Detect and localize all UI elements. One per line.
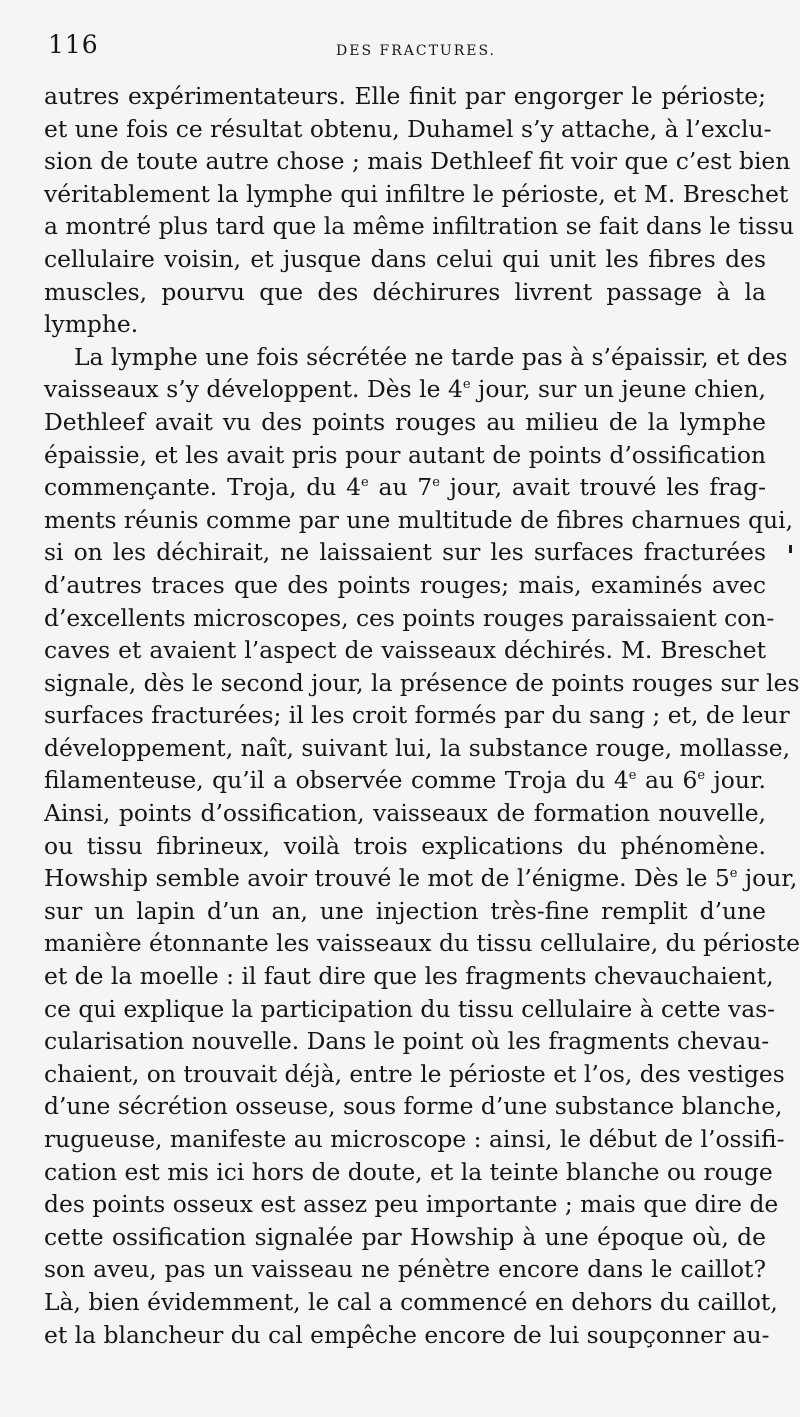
text-line: ments réunis comme par une multitude de fibres charnues qui, xyxy=(44,505,794,534)
text-segment: Howship semble avoir trouvé le mot de l’énigme. Dès le 5 xyxy=(44,864,730,893)
superscript: e xyxy=(462,377,471,393)
text-line: véritablement la lymphe qui infiltre le périoste, et M. Breschet xyxy=(44,179,789,208)
paragraph-2 xyxy=(44,341,800,1351)
text-line: des points osseux est assez peu importante ; mais que dire de xyxy=(44,1190,779,1219)
superscript: e xyxy=(432,475,440,491)
text-line: a montré plus tard que la même infiltration se fait dans le tissu xyxy=(44,212,795,241)
text-segment: jour, avait trouvé les frag- xyxy=(439,473,767,502)
superscript: e xyxy=(628,768,637,784)
text-line xyxy=(44,862,798,895)
text-line: épaissie, et les avait pris pour autant de points d’ossification xyxy=(44,440,766,469)
text-line: autres expérimentateurs. Elle finit par engorger le périoste; xyxy=(44,82,766,110)
text-segment: vaisseaux s’y développent. Dès le 4 xyxy=(44,375,463,404)
text-line: Là, bien évidemment, le cal a commencé en dehors du caillot, xyxy=(44,1287,778,1316)
text-line: et la blancheur du cal empêche encore de lui soupçonner au- xyxy=(44,1320,770,1349)
text-segment: au 6 xyxy=(636,766,698,795)
text-line: cette ossification signalée par Howship à une époque où, de xyxy=(44,1222,766,1251)
text-line: La lymphe une fois sécrétée ne tarde pas à s’épaissir, et des xyxy=(74,342,788,371)
text-line: son aveu, pas un vaisseau ne pénètre encore dans le caillot? xyxy=(44,1255,766,1284)
text-segment: jour, xyxy=(737,864,798,893)
text-segment: jour. xyxy=(705,766,766,795)
text-line xyxy=(44,373,766,406)
superscript: e xyxy=(361,475,369,491)
text-line: manière étonnante les vaisseaux du tissu cellulaire, du périoste xyxy=(44,929,800,958)
text-segment: commençante. Troja, du 4 xyxy=(44,473,362,502)
text-segment: au 7 xyxy=(368,473,433,502)
text-line: cularisation nouvelle. Dans le point où les fragments chevau- xyxy=(44,1027,770,1056)
text-line xyxy=(44,764,766,797)
text-line: rugueuse, manifeste au microscope : ainsi, le début de l’ossifi- xyxy=(44,1125,785,1153)
text-line: développement, naît, suivant lui, la substance rouge, mollasse, xyxy=(44,733,791,762)
text-segment: jour, sur un jeune chien, xyxy=(470,375,766,404)
text-line: lymphe. xyxy=(44,310,139,339)
text-line: d’excellents microscopes, ces points rouges paraissaient con- xyxy=(44,603,775,632)
text-line: signale, dès le second jour, la présence de points rouges sur les xyxy=(44,668,800,697)
text-line: Ainsi, points d’ossification, vaisseaux de formation nouvelle, xyxy=(44,799,766,828)
text-line: sion de toute autre chose ; mais Dethleef fit voir que c’est bien xyxy=(44,147,791,176)
text-line: d’une sécrétion osseuse, sous forme d’une substance blanche, xyxy=(44,1092,783,1121)
superscript: e xyxy=(697,768,706,784)
text-segment: filamenteuse, qu’il a observée comme Troja du 4 xyxy=(44,766,629,795)
text-line: ce qui explique la participation du tissu cellulaire à cette vas- xyxy=(44,994,776,1023)
text-line: cellulaire voisin, et jusque dans celui qui unit les fibres des xyxy=(44,244,766,273)
text-line xyxy=(44,471,766,504)
text-line: et de la moelle : il faut dire que les fragments chevauchaient, xyxy=(44,962,774,991)
text-line: surfaces fracturées; il les croit formés par du sang ; et, de leur xyxy=(44,701,790,730)
page-number: 116 xyxy=(48,30,99,59)
text-line: muscles, pourvu que des déchirures livrent passage à la xyxy=(44,277,766,306)
superscript: e xyxy=(729,866,738,882)
text-line: caves et avaient l’aspect de vaisseaux déchirés. M. Breschet xyxy=(44,636,766,665)
margin-ink-mark xyxy=(789,545,792,553)
text-line: ou tissu fibrineux, voilà trois explications du phénomène. xyxy=(44,831,766,860)
text-line: et une fois ce résultat obtenu, Duhamel s’y attache, à l’exclu- xyxy=(44,114,772,143)
text-line: d’autres traces que des points rouges; mais, examinés avec xyxy=(44,570,766,599)
text-line: sur un lapin d’un an, une injection très-fine remplit d’une xyxy=(44,896,766,925)
body-text xyxy=(44,80,800,1351)
text-line: cation est mis ici hors de doute, et la teinte blanche ou rouge xyxy=(44,1157,773,1186)
page-header xyxy=(48,30,768,64)
text-line: Dethleef avait vu des points rouges au milieu de la lymphe xyxy=(44,407,766,436)
paragraph-1 xyxy=(44,80,795,341)
text-line: si on les déchirait, ne laissaient sur les surfaces fracturées xyxy=(44,538,766,567)
running-title: DES FRACTURES. xyxy=(336,43,497,59)
text-line: chaient, on trouvait déjà, entre le périoste et l’os, des vestiges xyxy=(44,1059,785,1088)
